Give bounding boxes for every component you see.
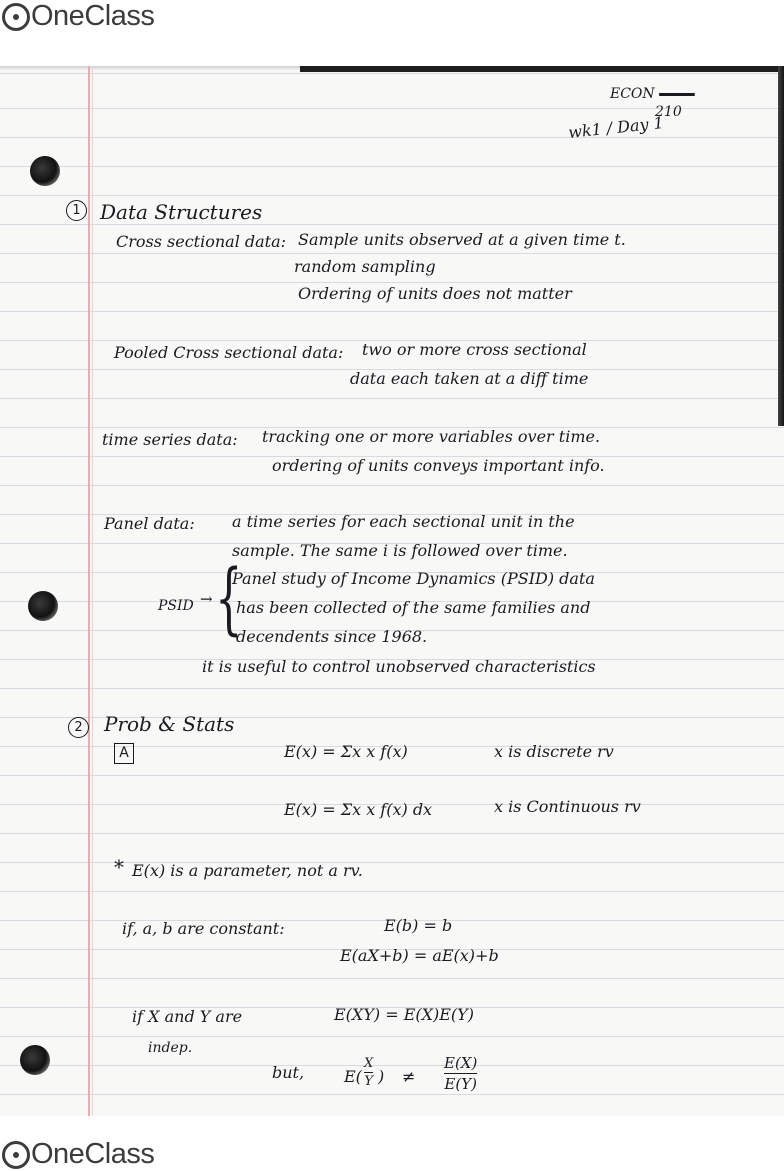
punch-hole-icon: [30, 156, 60, 186]
logo-ring-icon: [2, 3, 30, 31]
page-right-shadow: [778, 66, 784, 426]
course-number: 210: [655, 104, 682, 120]
pooled-def-1: two or more cross sectional: [362, 340, 587, 359]
eq-expected-continuous: E(x) = Σx x f(x) dx: [284, 800, 433, 819]
curly-brace-icon: {: [215, 554, 243, 644]
ratio-rhs-numerator: E(X): [444, 1054, 478, 1072]
psid-arrow: →: [200, 590, 213, 608]
panel-def-1: a time series for each sectional unit in the: [232, 512, 575, 531]
pooled-def-2: data each taken at a diff time: [350, 369, 589, 388]
section-title-data-structures: Data Structures: [100, 200, 263, 224]
brand-text: OneClass: [31, 1138, 155, 1170]
eq-continuous-note: x is Continuous rv: [494, 797, 641, 816]
logo-ring-icon: [2, 1141, 30, 1169]
date-label: wk1 / Day 1: [567, 113, 665, 142]
psid-def-2: has been collected of the same families and: [236, 598, 591, 617]
ratio-lhs-close: ): [378, 1067, 385, 1086]
ratio-rhs-denominator: E(Y): [444, 1075, 477, 1094]
punch-hole-icon: [28, 591, 58, 621]
psid-def-1: Panel study of Income Dynamics (PSID) data: [232, 569, 595, 588]
eq-const-1: E(b) = b: [384, 916, 453, 935]
panel-data-label: Panel data:: [104, 514, 195, 533]
eq-expected-discrete: E(x) = Σx x f(x): [284, 742, 408, 761]
oneclass-logo-bottom: [2, 1138, 154, 1171]
cross-sectional-def-3: Ordering of units does not matter: [298, 284, 572, 303]
cross-sectional-def-1: Sample units observed at a given time t.: [298, 230, 626, 249]
pooled-label: Pooled Cross sectional data:: [114, 343, 344, 362]
subsection-a: A: [114, 743, 134, 764]
panel-def-2: sample. The same i is followed over time.: [232, 541, 568, 560]
eq-independence: E(XY) = E(X)E(Y): [334, 1005, 474, 1024]
section-number-2: 2: [68, 717, 89, 738]
but-word: but,: [272, 1063, 305, 1082]
fraction-bar: [364, 1072, 373, 1073]
ratio-denominator: Y: [364, 1074, 373, 1090]
page-shadow-band: [300, 66, 784, 72]
star-marker: *: [114, 855, 124, 879]
independence-word: indep.: [148, 1040, 193, 1056]
eq-const-2: E(aX+b) = aE(x)+b: [340, 946, 499, 965]
time-series-def-2: ordering of units conveys important info.: [272, 456, 605, 475]
parameter-note: E(x) is a parameter, not a rv.: [132, 861, 363, 880]
eq-discrete-note: x is discrete rv: [494, 742, 614, 761]
independence-label: if X and Y are: [132, 1007, 243, 1026]
cross-sectional-label: Cross sectional data:: [116, 232, 287, 251]
margin-line-secondary: [92, 66, 93, 1116]
ratio-lhs-fraction: [364, 1056, 373, 1089]
not-equal-sign: ≠: [402, 1067, 416, 1086]
course-code: ECON: [610, 86, 655, 102]
oneclass-logo-top: [2, 0, 154, 33]
psid-label: PSID: [158, 598, 194, 614]
constants-label: if, a, b are constant:: [122, 919, 285, 938]
brand-text: OneClass: [31, 0, 155, 32]
section-number-1: 1: [66, 200, 87, 221]
time-series-def-1: tracking one or more variables over time.: [262, 427, 601, 446]
fraction-bar: [444, 1073, 477, 1074]
ratio-rhs-fraction: [444, 1054, 477, 1093]
cross-sectional-def-2: random sampling: [294, 257, 436, 276]
ratio-numerator: X: [364, 1056, 374, 1071]
section-title-prob-stats: Prob & Stats: [104, 712, 235, 736]
psid-def-3: decendents since 1968.: [236, 627, 428, 646]
ratio-lhs-e: E(: [344, 1067, 362, 1086]
panel-def-3: it is useful to control unobserved characteristics: [202, 657, 596, 676]
margin-line: [88, 66, 90, 1116]
punch-hole-icon: [20, 1045, 50, 1075]
time-series-label: time series data:: [102, 430, 238, 449]
